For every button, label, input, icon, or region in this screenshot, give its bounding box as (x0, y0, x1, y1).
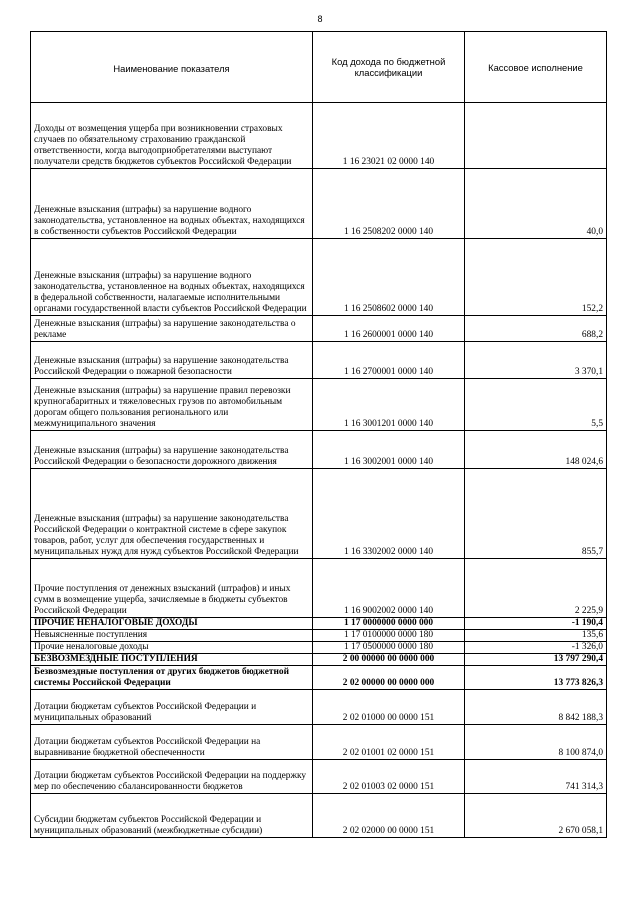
table-row (31, 239, 607, 316)
indicator-name-cell: Денежные взыскания (штрафы) за нарушение водного законодательства, установленное на водных объектах, находящихся в собственности субъектов Российской Федерации (31, 169, 313, 239)
revenue-code-cell: 2 02 01003 02 0000 151 (313, 760, 465, 794)
indicator-name-cell: БЕЗВОЗМЕЗДНЫЕ ПОСТУПЛЕНИЯ (31, 654, 313, 666)
cash-execution-cell: 152,2 (465, 239, 607, 316)
indicator-name-cell: Безвозмездные поступления от других бюджетов бюджетной системы Российской Федерации (31, 666, 313, 690)
table-header-row (31, 32, 607, 103)
cash-execution-cell: 2 670 058,1 (465, 794, 607, 838)
table-row (31, 642, 607, 654)
cash-execution-cell: 13 797 290,4 (465, 654, 607, 666)
indicator-name-cell: Невыясненные поступления (31, 630, 313, 642)
indicator-name-cell: Дотации бюджетам субъектов Российской Федерации на выравнивание бюджетной обеспеченности (31, 725, 313, 760)
indicator-name-cell: Денежные взыскания (штрафы) за нарушение правил перевозки крупногабаритных и тяжеловесных грузов по автомобильным дорогам общего пользования регионального или межмуниципального значения (31, 379, 313, 431)
revenue-code-cell: 2 02 01001 02 0000 151 (313, 725, 465, 760)
table-row (31, 379, 607, 431)
indicator-name-cell: Субсидии бюджетам субъектов Российской Федерации и муниципальных образований (межбюджетные субсидии) (31, 794, 313, 838)
cash-execution-cell: 855,7 (465, 469, 607, 559)
header-indicator-name: Наименование показателя (31, 32, 313, 103)
table-row (31, 794, 607, 838)
cash-execution-cell: 135,6 (465, 630, 607, 642)
revenue-code-cell: 1 16 9002002 0000 140 (313, 559, 465, 618)
cash-execution-cell (465, 103, 607, 169)
page-number: 8 (317, 14, 323, 24)
revenue-code-cell: 1 17 0100000 0000 180 (313, 630, 465, 642)
revenue-code-cell: 1 17 0000000 0000 000 (313, 618, 465, 630)
table-body (31, 103, 607, 838)
cash-execution-cell: -1 326,0 (465, 642, 607, 654)
revenue-code-cell: 1 16 3001201 0000 140 (313, 379, 465, 431)
table-row (31, 103, 607, 169)
table-row (31, 169, 607, 239)
table-row (31, 725, 607, 760)
indicator-name-cell: ПРОЧИЕ НЕНАЛОГОВЫЕ ДОХОДЫ (31, 618, 313, 630)
indicator-name-cell: Денежные взыскания (штрафы) за нарушение законодательства Российской Федерации о пожарной безопасности (31, 342, 313, 379)
indicator-name-cell: Дотации бюджетам субъектов Российской Федерации на поддержку мер по обеспечению сбалансированности бюджетов (31, 760, 313, 794)
revenue-code-cell: 2 00 00000 00 0000 000 (313, 654, 465, 666)
revenue-code-cell: 1 16 3302002 0000 140 (313, 469, 465, 559)
cash-execution-cell: 741 314,3 (465, 760, 607, 794)
cash-execution-cell: -1 190,4 (465, 618, 607, 630)
revenue-code-cell: 1 16 2508602 0000 140 (313, 239, 465, 316)
cash-execution-cell: 688,2 (465, 316, 607, 342)
cash-execution-cell: 40,0 (465, 169, 607, 239)
indicator-name-cell: Прочие неналоговые доходы (31, 642, 313, 654)
table-row (31, 630, 607, 642)
table-row (31, 559, 607, 618)
table-row (31, 342, 607, 379)
cash-execution-cell: 3 370,1 (465, 342, 607, 379)
cash-execution-cell: 13 773 826,3 (465, 666, 607, 690)
revenue-code-cell: 2 02 02000 00 0000 151 (313, 794, 465, 838)
cash-execution-cell: 2 225,9 (465, 559, 607, 618)
revenue-code-cell: 2 02 00000 00 0000 000 (313, 666, 465, 690)
revenue-code-cell: 1 16 23021 02 0000 140 (313, 103, 465, 169)
revenue-code-cell: 1 16 3002001 0000 140 (313, 431, 465, 469)
header-cash-execution: Кассовое исполнение (465, 32, 607, 103)
table-row (31, 690, 607, 725)
cash-execution-cell: 5,5 (465, 379, 607, 431)
cash-execution-cell: 8 842 188,3 (465, 690, 607, 725)
revenue-code-cell: 1 17 0500000 0000 180 (313, 642, 465, 654)
header-revenue-code: Код дохода по бюджетной классификации (313, 32, 465, 103)
indicator-name-cell: Денежные взыскания (штрафы) за нарушение законодательства Российской Федерации о контрактной системе в сфере закупок товаров, работ, услуг для обеспечения государственных и муниципальных нужд для нужд субъектов Российской Федерации (31, 469, 313, 559)
table-row (31, 666, 607, 690)
indicator-name-cell: Прочие поступления от денежных взысканий (штрафов) и иных сумм в возмещение ущерба, зачисляемые в бюджеты субъектов Российской Федерации (31, 559, 313, 618)
revenue-code-cell: 1 16 2508202 0000 140 (313, 169, 465, 239)
revenue-code-cell: 1 16 2700001 0000 140 (313, 342, 465, 379)
table-row (31, 469, 607, 559)
indicator-name-cell: Дотации бюджетам субъектов Российской Федерации и муниципальных образований (31, 690, 313, 725)
table-row (31, 316, 607, 342)
table-row (31, 431, 607, 469)
indicator-name-cell: Денежные взыскания (штрафы) за нарушение водного законодательства, установленное на водных объектах, находящихся в федеральной собственности, налагаемые исполнительными органами государственной власти субъектов Российской Федерации (31, 239, 313, 316)
indicator-name-cell: Доходы от возмещения ущерба при возникновении страховых случаев по обязательному страхованию гражданской ответственности, когда выгодоприобретателями выступают получатели средств бюджетов субъектов Российской Федерации (31, 103, 313, 169)
indicator-name-cell: Денежные взыскания (штрафы) за нарушение законодательства Российской Федерации о безопасности дорожного движения (31, 431, 313, 469)
revenue-table (30, 31, 607, 838)
table-row (31, 760, 607, 794)
cash-execution-cell: 8 100 874,0 (465, 725, 607, 760)
revenue-code-cell: 1 16 2600001 0000 140 (313, 316, 465, 342)
cash-execution-cell: 148 024,6 (465, 431, 607, 469)
revenue-code-cell: 2 02 01000 00 0000 151 (313, 690, 465, 725)
table-row (31, 618, 607, 630)
indicator-name-cell: Денежные взыскания (штрафы) за нарушение законодательства о рекламе (31, 316, 313, 342)
table-row (31, 654, 607, 666)
